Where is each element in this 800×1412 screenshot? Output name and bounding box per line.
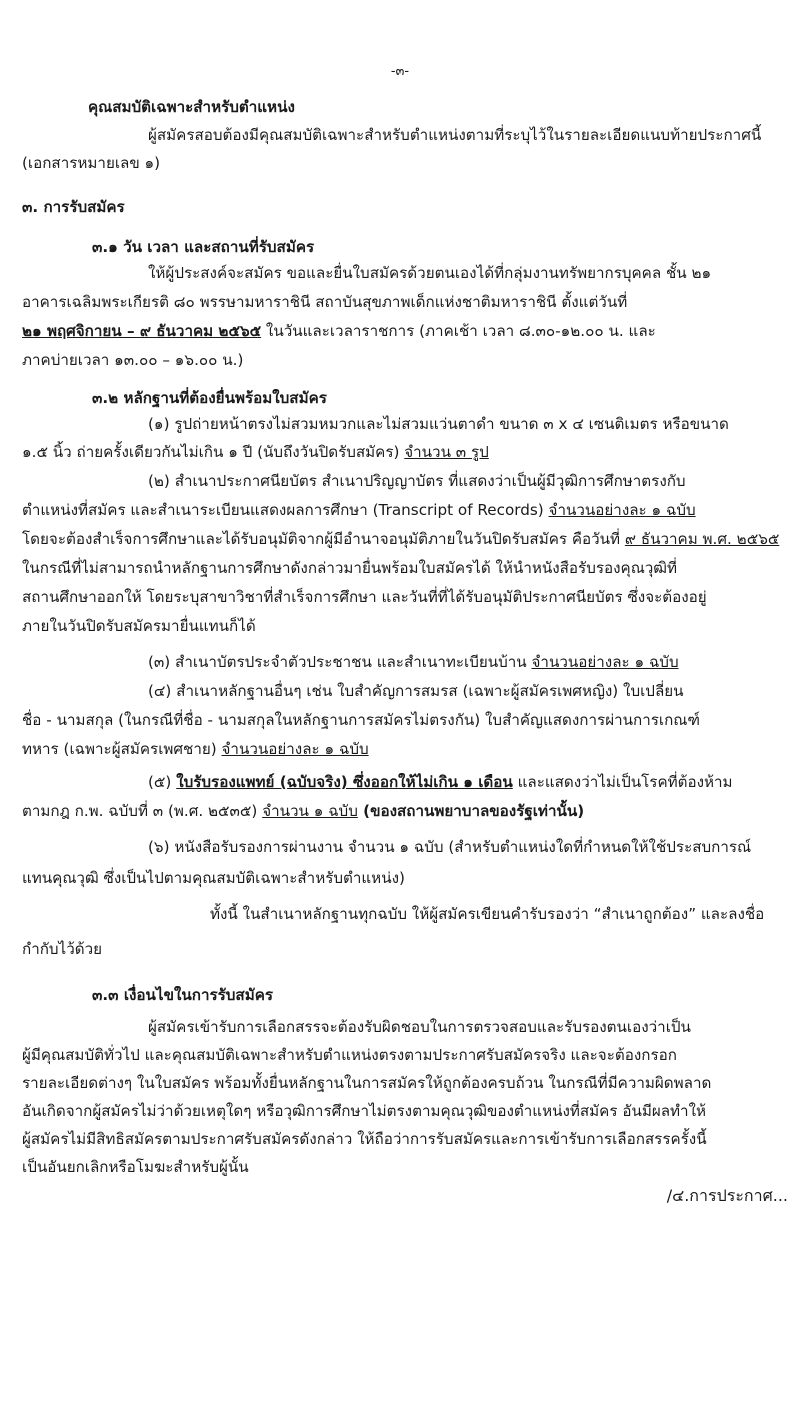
quantity-text: จำนวน ๑ ฉบับ (262, 802, 358, 820)
office-hours-text: ในวันและเวลาราชการ (ภาคเช้า เวลา ๘.๓๐-๑๒.๐๐ น. และ (261, 322, 656, 340)
list-item-line: (๔) สำเนาหลักฐานอื่นๆ เช่น ใบสำคัญการสมรส (เฉพาะผู้สมัครเพศหญิง) ใบเปลี่ยน (148, 682, 684, 700)
note-line: กำกับไว้ด้วย (22, 940, 103, 958)
list-item-line (22, 441, 489, 464)
list-item-line (148, 771, 733, 794)
paragraph-line: อันเกิดจากผู้สมัครไม่ว่าด้วยเหตุใดๆ หรือวุฒิการศึกษาไม่ตรงตามคุณวุฒิของตำแหน่งที่สมัคร อันมีผลทำให้ (22, 1102, 707, 1120)
quantity-text: จำนวนอย่างละ ๑ ฉบับ (531, 653, 679, 671)
text-run: โดยจะต้องสำเร็จการศึกษาและได้รับอนุมัติจากผู้มีอำนาจอนุมัติภายในวันปิดรับสมัคร คือวันที่ (22, 530, 625, 548)
list-item-line: สถานศึกษาออกให้ โดยระบุสาขาวิชาที่สำเร็จการศึกษา และวันที่ที่ได้รับอนุมัติประกาศนียบัตร ซึ่งจะต้องอยู่ (22, 588, 707, 606)
qualifications-heading: คุณสมบัติเฉพาะสำหรับตำแหน่ง (88, 98, 295, 116)
note-line: ทั้งนี้ ในสำเนาหลักฐานทุกฉบับ ให้ผู้สมัครเขียนคำรับรองว่า “สำเนาถูกต้อง” และลงชื่อ (210, 905, 765, 923)
paragraph-line: ภาคบ่ายเวลา ๑๓.๐๐ – ๑๖.๐๐ น.) (22, 351, 244, 369)
list-item-line (22, 800, 584, 823)
section-3-heading: ๓. การรับสมัคร (22, 198, 125, 216)
qualifications-body-line: (เอกสารหมายเลข ๑) (22, 154, 161, 172)
quantity-text: จำนวน ๓ รูป (404, 443, 489, 461)
list-item-line: ภายในวันปิดรับสมัครมายื่นแทนก็ได้ (22, 617, 256, 635)
paragraph-line: ผู้มีคุณสมบัติทั่วไป และคุณสมบัติเฉพาะสำหรับตำแหน่งตรงตามประกาศรับสมัครจริง และจะต้องกรอก (22, 1046, 677, 1064)
text-run: และแสดงว่าไม่เป็นโรคที่ต้องห้าม (512, 773, 733, 791)
paragraph-line: ให้ผู้ประสงค์จะสมัคร ขอและยื่นใบสมัครด้วยตนเองได้ที่กลุ่มงานทรัพยากรบุคคล ชั้น ๒๑ (148, 264, 712, 282)
medical-certificate-text: ใบรับรองแพทย์ (ฉบับจริง) ซึ่งออกให้ไม่เกิน ๑ เดือน (176, 773, 513, 791)
text-run: ตามกฎ ก.พ. ฉบับที่ ๓ (พ.ศ. ๒๕๓๕) (22, 802, 263, 820)
text-run: (๕) (148, 773, 177, 791)
paragraph-line: อาคารเฉลิมพระเกียรติ ๘๐ พรรษามหาราชินี สถาบันสุขภาพเด็กแห่งชาติมหาราชินี ตั้งแต่วันที่ (22, 293, 628, 311)
list-item-line: (๖) หนังสือรับรองการผ่านงาน จำนวน ๑ ฉบับ (สำหรับตำแหน่งใดที่กำหนดให้ใช้ประสบการณ์ (148, 838, 752, 856)
text-run: ทหาร (เฉพาะผู้สมัครเพศชาย) (22, 740, 222, 758)
list-item-line (148, 651, 679, 674)
list-item-line: (๑) รูปถ่ายหน้าตรงไม่สวมหมวกและไม่สวมแว่นตาดำ ขนาด ๓ x ๔ เซนติเมตร หรือขนาด (148, 415, 729, 433)
section-3-3-heading: ๓.๓ เงื่อนไขในการรับสมัคร (92, 986, 274, 1004)
text-run: (๓) สำเนาบัตรประจำตัวประชาชน และสำเนาทะเบียนบ้าน (148, 653, 532, 671)
application-dates: ๒๑ พฤศจิกายน – ๙ ธันวาคม ๒๕๖๕ (22, 322, 262, 340)
quantity-text: จำนวนอย่างละ ๑ ฉบับ (221, 740, 369, 758)
list-item-line: (๒) สำเนาประกาศนียบัตร สำเนาปริญญาบัตร ที่แสดงว่าเป็นผู้มีวุฒิการศึกษาตรงกับ (148, 472, 686, 490)
continuation-marker: /๔.การประกาศ... (666, 1186, 788, 1205)
list-item-line (22, 499, 696, 522)
paragraph-line: เป็นอันยกเลิกหรือโมฆะสำหรับผู้นั้น (22, 1158, 249, 1176)
page-number: -๓- (390, 64, 410, 79)
list-item-line (22, 528, 779, 551)
section-3-2-heading: ๓.๒ หลักฐานที่ต้องยื่นพร้อมใบสมัคร (92, 389, 327, 407)
deadline-date: ๙ ธันวาคม พ.ศ. ๒๕๖๕ (624, 530, 780, 548)
paragraph-line (22, 320, 656, 343)
qualifications-body-line: ผู้สมัครสอบต้องมีคุณสมบัติเฉพาะสำหรับตำแหน่งตามที่ระบุไว้ในรายละเอียดแนบท้ายประกาศนี้ (148, 126, 762, 144)
paragraph-line: รายละเอียดต่างๆ ในใบสมัคร พร้อมทั้งยื่นหลักฐานในการสมัครให้ถูกต้องครบถ้วน ในกรณีที่มีความผิดพลาด (22, 1074, 712, 1092)
text-run: ตำแหน่งที่สมัคร และสำเนาระเบียนแสดงผลการศึกษา (Transcript of Records) (22, 501, 549, 519)
paragraph-line: ผู้สมัครไม่มีสิทธิสมัครตามประกาศรับสมัครดังกล่าว ให้ถือว่าการรับสมัครและการเข้ารับการเลือกสรรครั้งนี้ (22, 1130, 707, 1148)
list-item-line (22, 738, 369, 761)
section-3-1-heading: ๓.๑ วัน เวลา และสถานที่รับสมัคร (92, 238, 315, 256)
list-item-line: แทนคุณวุฒิ ซึ่งเป็นไปตามคุณสมบัติเฉพาะสำหรับตำแหน่ง) (22, 869, 405, 887)
list-item-line: ชื่อ - นามสกุล (ในกรณีที่ชื่อ - นามสกุลในหลักฐานการสมัครไม่ตรงกัน) ใบสำคัญแสดงการผ่านการเกณฑ์ (22, 711, 700, 729)
list-item-line: ในกรณีที่ไม่สามารถนำหลักฐานการศึกษาดังกล่าวมายื่นพร้อมใบสมัครได้ ให้นำหนังสือรับรองคุณวุฒิที่ (22, 559, 678, 577)
paragraph-line: ผู้สมัครเข้ารับการเลือกสรรจะต้องรับผิดชอบในการตรวจสอบและรับรองตนเองว่าเป็น (148, 1018, 691, 1036)
public-hospital-note: (ของสถานพยาบาลของรัฐเท่านั้น) (357, 802, 585, 820)
quantity-text: จำนวนอย่างละ ๑ ฉบับ (548, 501, 696, 519)
text-run: ๑.๕ นิ้ว ถ่ายครั้งเดียวกันไม่เกิน ๑ ปี (นับถึงวันปิดรับสมัคร) (22, 443, 405, 461)
